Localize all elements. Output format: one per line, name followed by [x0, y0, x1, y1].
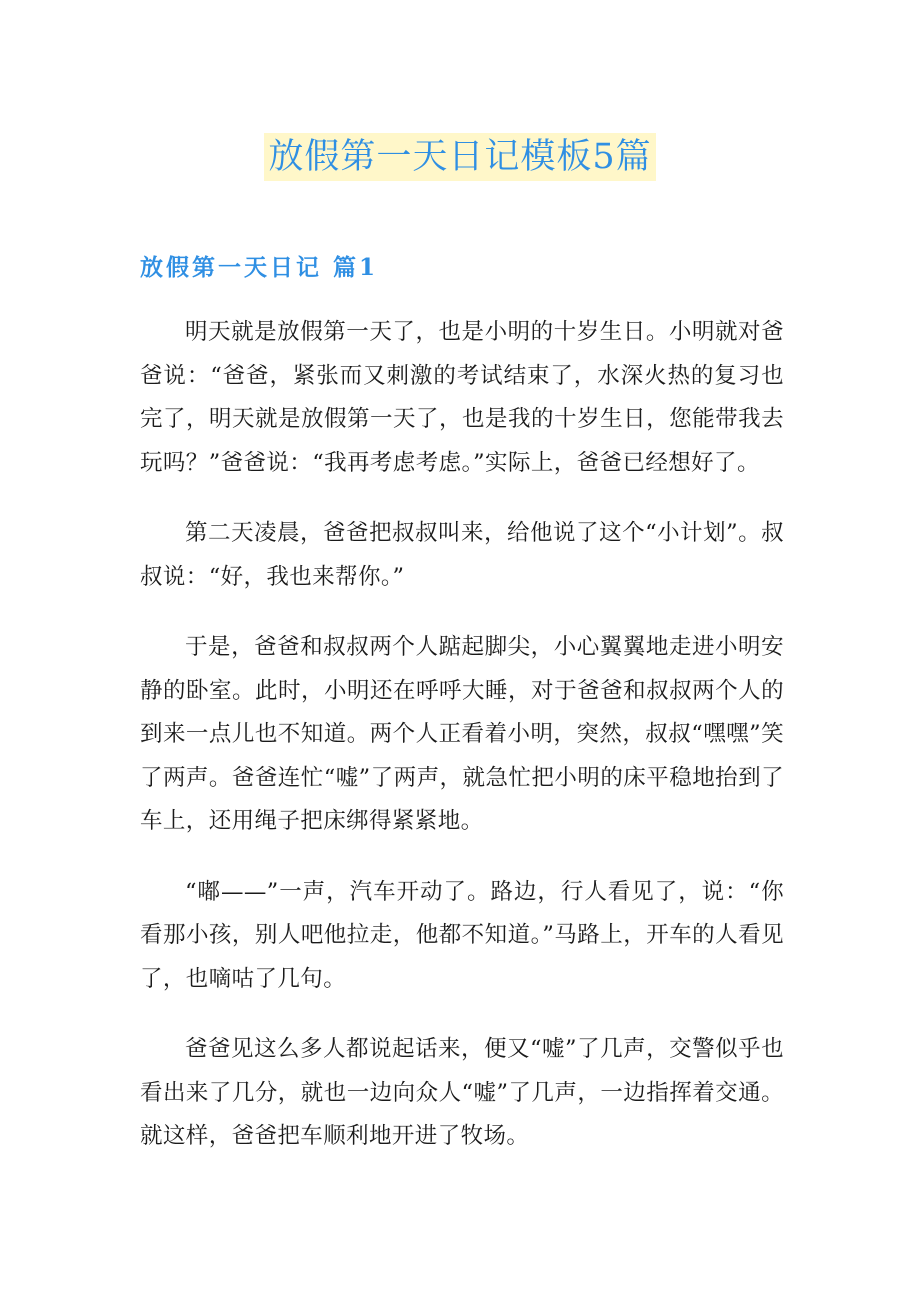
paragraph-3: 于是，爸爸和叔叔两个人踮起脚尖，小心翼翼地走进小明安静的卧室。此时，小明还在呼呼大睡，对于爸爸和叔叔两个人的到来一点儿也不知道。两个人正看着小明，突然，叔叔“嘿嘿”笑了两声。爸爸连忙“嘘”了两声，就急忙把小明的床平稳地抬到了车上，还用绳子把床绑得紧紧地。	[140, 634, 784, 834]
paragraph-5: 爸爸见这么多人都说起话来，便又“嘘”了几声，交警似乎也看出来了几分，就也一边向众人“嘘”了几声，一边指挥着交通。就这样，爸爸把车顺利地开进了牧场。	[140, 1036, 784, 1149]
paragraph-2: 第二天凌晨，爸爸把叔叔叫来，给他说了这个“小计划”。叔叔说：“好，我也来帮你。”	[140, 520, 784, 590]
body-text	[140, 311, 784, 1186]
document-title: 放假第一天日记模板5篇	[264, 133, 655, 181]
paragraph-4: “嘟——”一声，汽车开动了。路边，行人看见了，说：“你看那小孩，别人吧他拉走，他都不知道。”马路上，开车的人看见了，也嘀咕了几句。	[140, 878, 784, 992]
title-container	[0, 133, 920, 181]
paragraph-1: 明天就是放假第一天了，也是小明的十岁生日。小明就对爸爸说：“爸爸，紧张而又刺激的考试结束了，水深火热的复习也完了，明天就是放假第一天了，也是我的十岁生日，您能带我去玩吗？”爸爸说：“我再考虑考虑。”实际上，爸爸已经想好了。	[140, 319, 784, 476]
section-heading: 放假第一天日记 篇1	[140, 254, 379, 281]
